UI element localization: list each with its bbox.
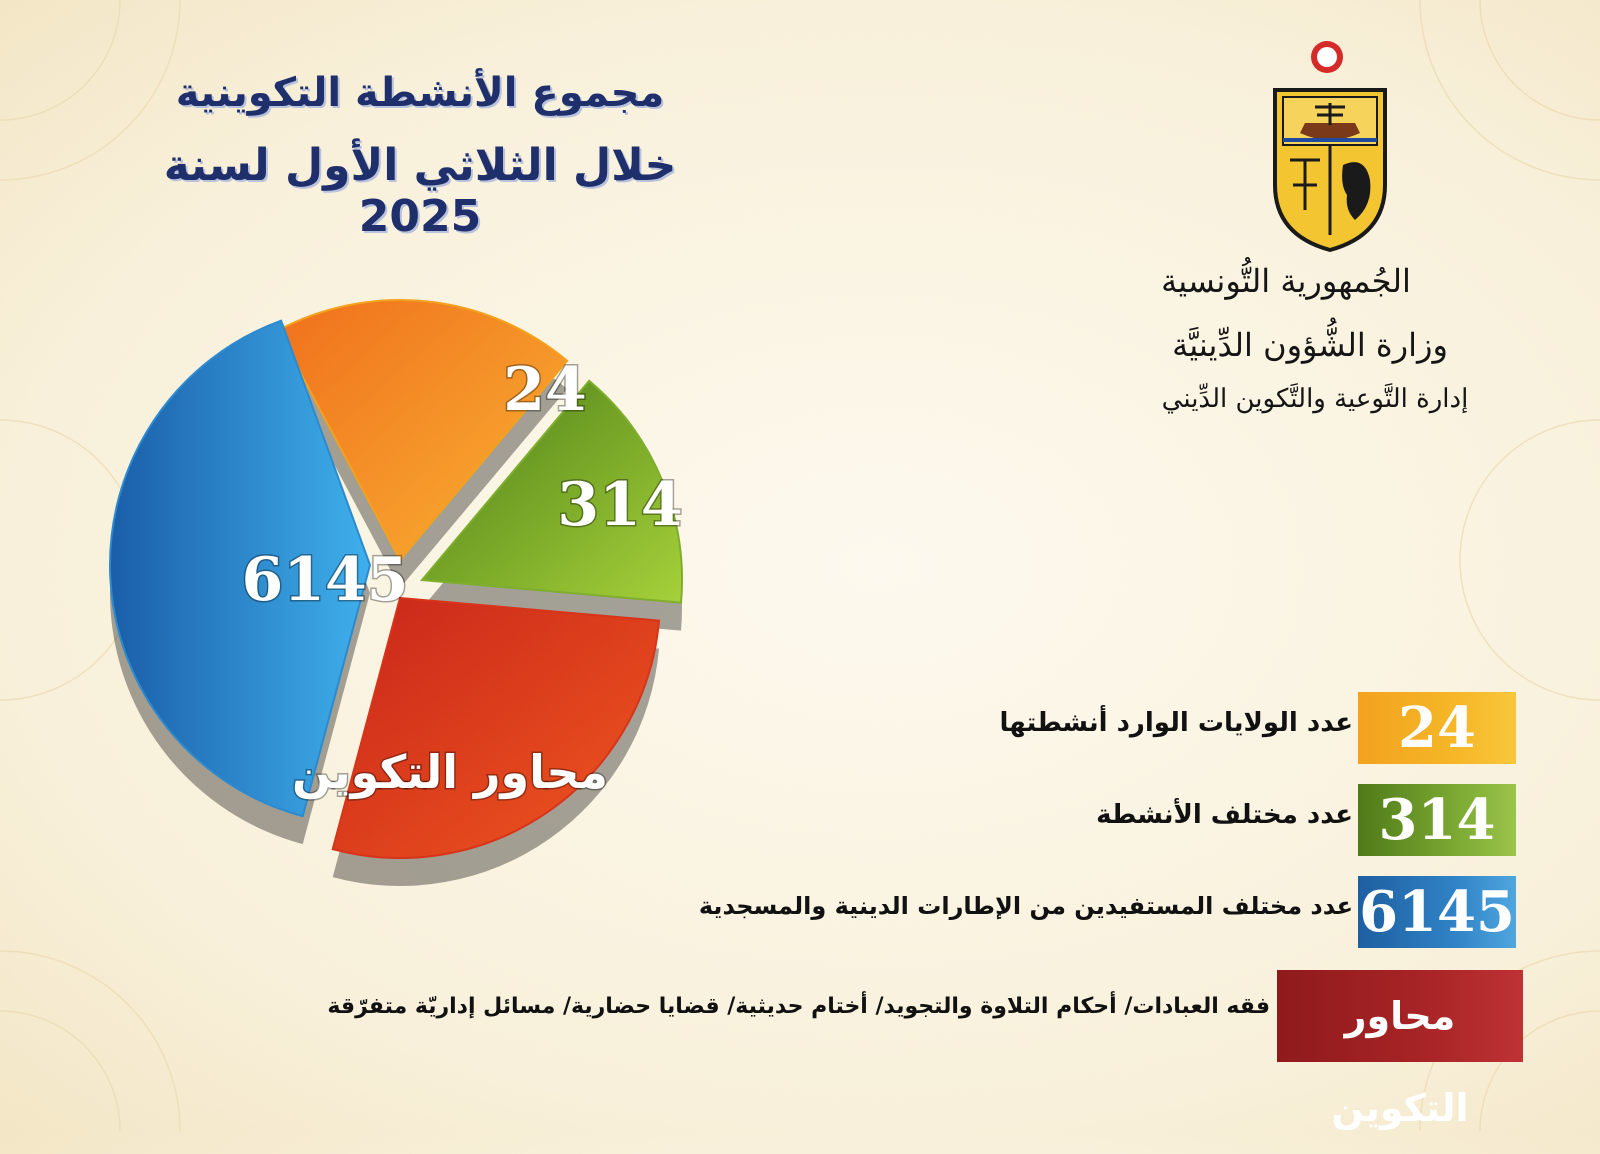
ministry-name: وزارة الشُّؤون الدِّينيَّة: [1172, 326, 1448, 364]
stat-label-governorates: عدد الولايات الوارد أنشطتها: [999, 708, 1353, 738]
pie-slice-6145-label: 6145: [241, 545, 409, 615]
stat-value-governorates: 24: [1358, 692, 1516, 764]
tunisia-emblem: [1255, 35, 1405, 255]
pie-slice-training-axes-label: محاور التكوين: [291, 745, 609, 799]
training-axes-badge: محاور التكوين: [1277, 970, 1523, 1062]
department-name: إدارة التَّوعية والتَّكوين الدِّيني: [1161, 384, 1469, 414]
pie-slice-314-label: 314: [557, 470, 683, 540]
stat-label-activities: عدد مختلف الأنشطة: [1096, 800, 1353, 830]
training-axes-description: فقه العبادات/ أحكام التلاوة والتجويد/ أختام حديثية/ قضايا حضارية/ مسائل إداريّة متفرّقة: [327, 994, 1270, 1019]
country-name: الجُمهورية التُّونسية: [1161, 262, 1411, 300]
chart-title: مجموع الأنشطة التكوينية: [175, 70, 665, 116]
stat-value-beneficiaries: 6145: [1358, 876, 1516, 948]
pie-slice-training-axes: [333, 598, 659, 858]
pie-chart: [90, 240, 710, 920]
stat-value-activities: 314: [1358, 784, 1516, 856]
pie-slice-24-label: 24: [503, 355, 587, 425]
chart-subtitle: خلال الثلاثي الأول لسنة 2025: [163, 140, 677, 242]
stat-label-beneficiaries: عدد مختلف المستفيدين من الإطارات الدينية والمسجدية: [698, 892, 1353, 920]
